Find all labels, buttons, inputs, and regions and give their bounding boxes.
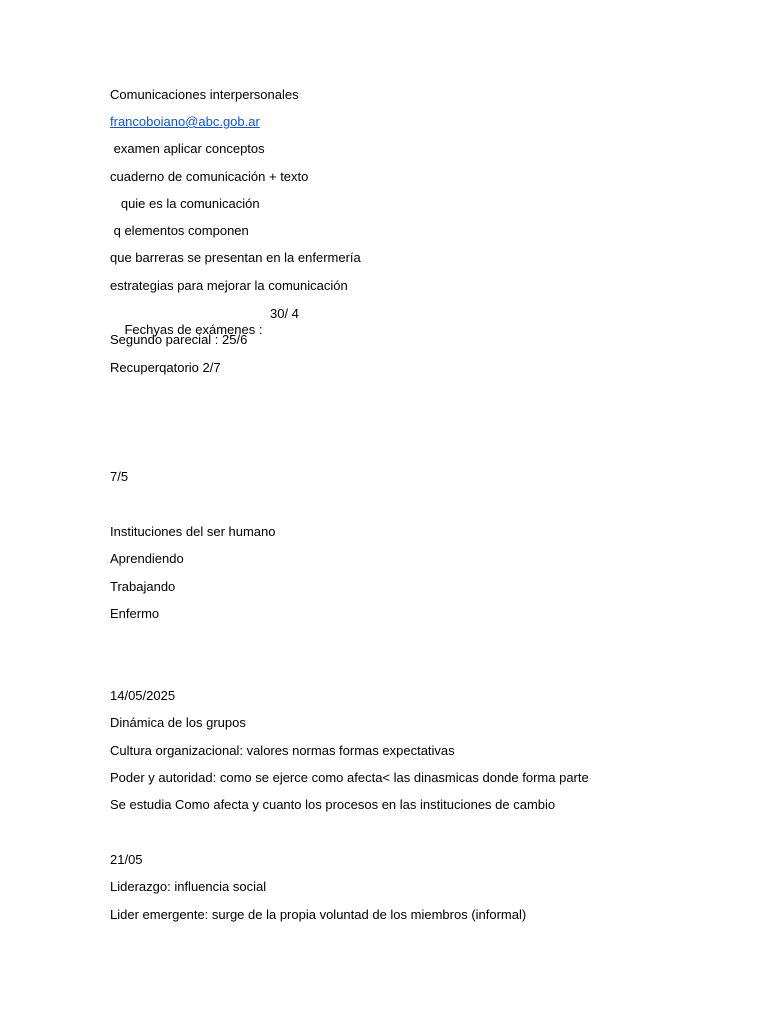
exam-dates-value: 30/ 4 [270,306,299,321]
exam-dates-label: Fechyas de exámenes : [124,322,263,337]
note-line: quie es la comunicación [110,196,260,211]
section-line: Poder y autoridad: como se ejerce como afecta< las dinasmicas donde forma parte [110,770,589,785]
course-title: Comunicaciones interpersonales [110,87,299,102]
section-line: Enfermo [110,606,160,621]
email-link[interactable]: francoboiano@abc.gob.ar [110,114,260,129]
section-line: Liderazgo: influencia social [110,879,267,894]
section-line: Lider emergente: surge de la propia voluntad de los miembros (informal) [110,907,527,922]
recovery-date: Recuperqatorio 2/7 [110,360,221,375]
note-line: que barreras se presentan en la enfermería [110,250,361,265]
note-line: q elementos componen [110,223,249,238]
section-date: 7/5 [110,469,129,484]
section-line: Cultura organizacional: valores normas formas expectativas [110,743,455,758]
section-line: Se estudia Como afecta y cuanto los procesos en las instituciones de cambio [110,797,556,812]
note-line: cuaderno de comunicación + texto [110,169,309,184]
section-line: Aprendiendo [110,551,184,566]
section-line: Dinámica de los grupos [110,715,246,730]
section-date: 21/05 [110,852,143,867]
note-line: estrategias para mejorar la comunicación [110,278,348,293]
section-line: Trabajando [110,579,176,594]
section-date: 14/05/2025 [110,688,176,703]
section-line: Instituciones del ser humano [110,524,276,539]
note-line: examen aplicar conceptos [110,141,265,156]
second-partial: Segundo parecial : 25/6 [110,332,248,347]
exam-dates-line [110,306,510,337]
